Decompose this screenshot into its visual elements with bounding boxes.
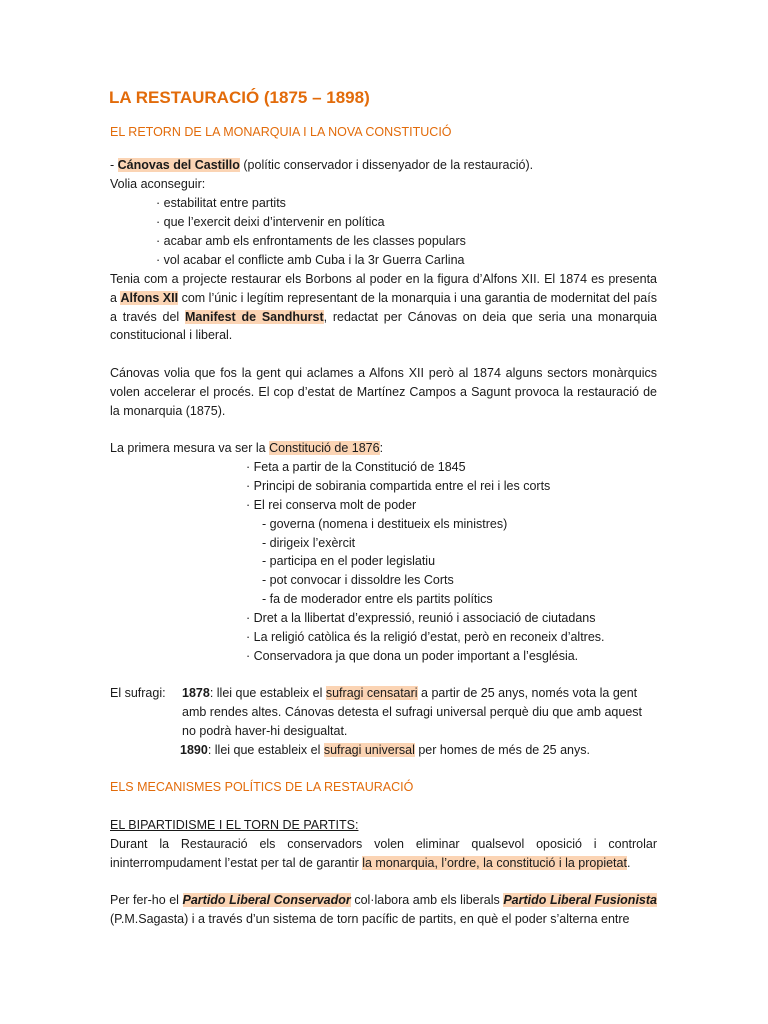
list-item: · La religió catòlica és la religió d’estat, però en reconeix d’altres. bbox=[246, 630, 605, 644]
section-heading-mecanismes: ELS MECANISMES POLÍTICS DE LA RESTAURACIÓ bbox=[110, 780, 414, 794]
list-item: · que l’exercit deixi d’intervenir en política bbox=[156, 215, 385, 229]
text-line: La primera mesura va ser la Constitució de 1876: bbox=[110, 441, 384, 455]
paragraph: Cánovas volia que fos la gent qui aclames a Alfons XII però al 1874 alguns sectors monàrquics volen accelerar el procés. El cop d’estat de Martínez Campos a Sagunt provoca la restauració de la monarquia (1875). bbox=[110, 366, 657, 418]
sub-list-item: - governa (nomena i destitueix els ministres) bbox=[262, 517, 508, 531]
highlight-constitucio: Constitució de 1876 bbox=[269, 441, 380, 455]
highlight-canovas: Cánovas del Castillo bbox=[117, 158, 240, 172]
paragraph: Durant la Restauració els conservadors volen eliminar qualsevol oposició i controlar ininterrompudament l’estat per tal de garantir la monarquia, l’ordre, la constitució i la propietat. bbox=[110, 837, 657, 870]
sub-list-item: - dirigeix l’exèrcit bbox=[262, 536, 356, 550]
sub-list-item: - pot convocar i dissoldre les Corts bbox=[262, 573, 454, 587]
list-item: · acabar amb els enfrontaments de les classes populars bbox=[156, 234, 466, 248]
sub-list-item: - participa en el poder legislatiu bbox=[262, 554, 436, 568]
text-line: 1890: llei que estableix el sufragi universal per homes de més de 25 anys. bbox=[180, 743, 590, 757]
highlight-fusionista: Partido Liberal Fusionista bbox=[503, 893, 657, 907]
highlight-alfons: Alfons XII bbox=[120, 290, 179, 305]
text-line: 1878: llei que estableix el sufragi censatari a partir de 25 anys, només vota la gent bbox=[182, 686, 638, 700]
paragraph: Tenia com a projecte restaurar els Borbons al poder en la figura d’Alfons XII. El 1874 es presenta a Alfons XII com l’únic i legítim representant de la monarquia i una garantia de modernitat del país a través del Manifest de Sandhurst, redactat per Cánovas on deia que seria una monarquia constitucional i liberal. bbox=[110, 272, 657, 343]
text-line: no podrà haver-hi desigualtat. bbox=[182, 724, 348, 738]
list-item: · vol acabar el conflicte amb Cuba i la 3r Guerra Carlina bbox=[156, 253, 465, 267]
text-line: - Cánovas del Castillo (polític conservador i dissenyador de la restauració). bbox=[110, 158, 534, 172]
paragraph: Per fer-ho el Partido Liberal Conservador col·labora amb els liberals Partido Liberal Fusionista (P.M.Sagasta) i a través d’un sistema de torn pacífic de partits, en què el poder s’alterna entre bbox=[110, 893, 657, 926]
page-title: LA RESTAURACIÓ (1875 – 1898) bbox=[109, 88, 370, 107]
text-line: Volia aconseguir: bbox=[110, 177, 206, 191]
text-line: amb rendes altes. Cánovas detesta el sufragi universal perquè diu que amb aquest bbox=[182, 705, 643, 719]
highlight-manifest: Manifest de Sandhurst bbox=[184, 309, 324, 324]
highlight-universal: sufragi universal bbox=[323, 743, 415, 757]
list-item: · Principi de sobirania compartida entre el rei i les corts bbox=[246, 479, 551, 493]
highlight-censatari: sufragi censatari bbox=[325, 686, 418, 700]
highlight-conservador: Partido Liberal Conservador bbox=[182, 893, 351, 907]
list-item: · Feta a partir de la Constitució de 1845 bbox=[246, 460, 466, 474]
subheading: EL BIPARTIDISME I EL TORN DE PARTITS: bbox=[110, 818, 359, 832]
list-item: · Dret a la llibertat d’expressió, reunió i associació de ciutadans bbox=[246, 611, 596, 625]
sub-list-item: - fa de moderador entre els partits polítics bbox=[262, 592, 493, 606]
list-item: · Conservadora ja que dona un poder important a l’església. bbox=[246, 649, 579, 663]
list-item: · El rei conserva molt de poder bbox=[246, 498, 417, 512]
list-item: · estabilitat entre partits bbox=[156, 196, 286, 210]
sufragi-label: El sufragi: bbox=[110, 686, 166, 700]
highlight-monarquia: la monarquia, l’ordre, la constitució i la propietat bbox=[362, 855, 627, 870]
section-heading-monarquia: EL RETORN DE LA MONARQUIA I LA NOVA CONSTITUCIÓ bbox=[110, 125, 452, 139]
